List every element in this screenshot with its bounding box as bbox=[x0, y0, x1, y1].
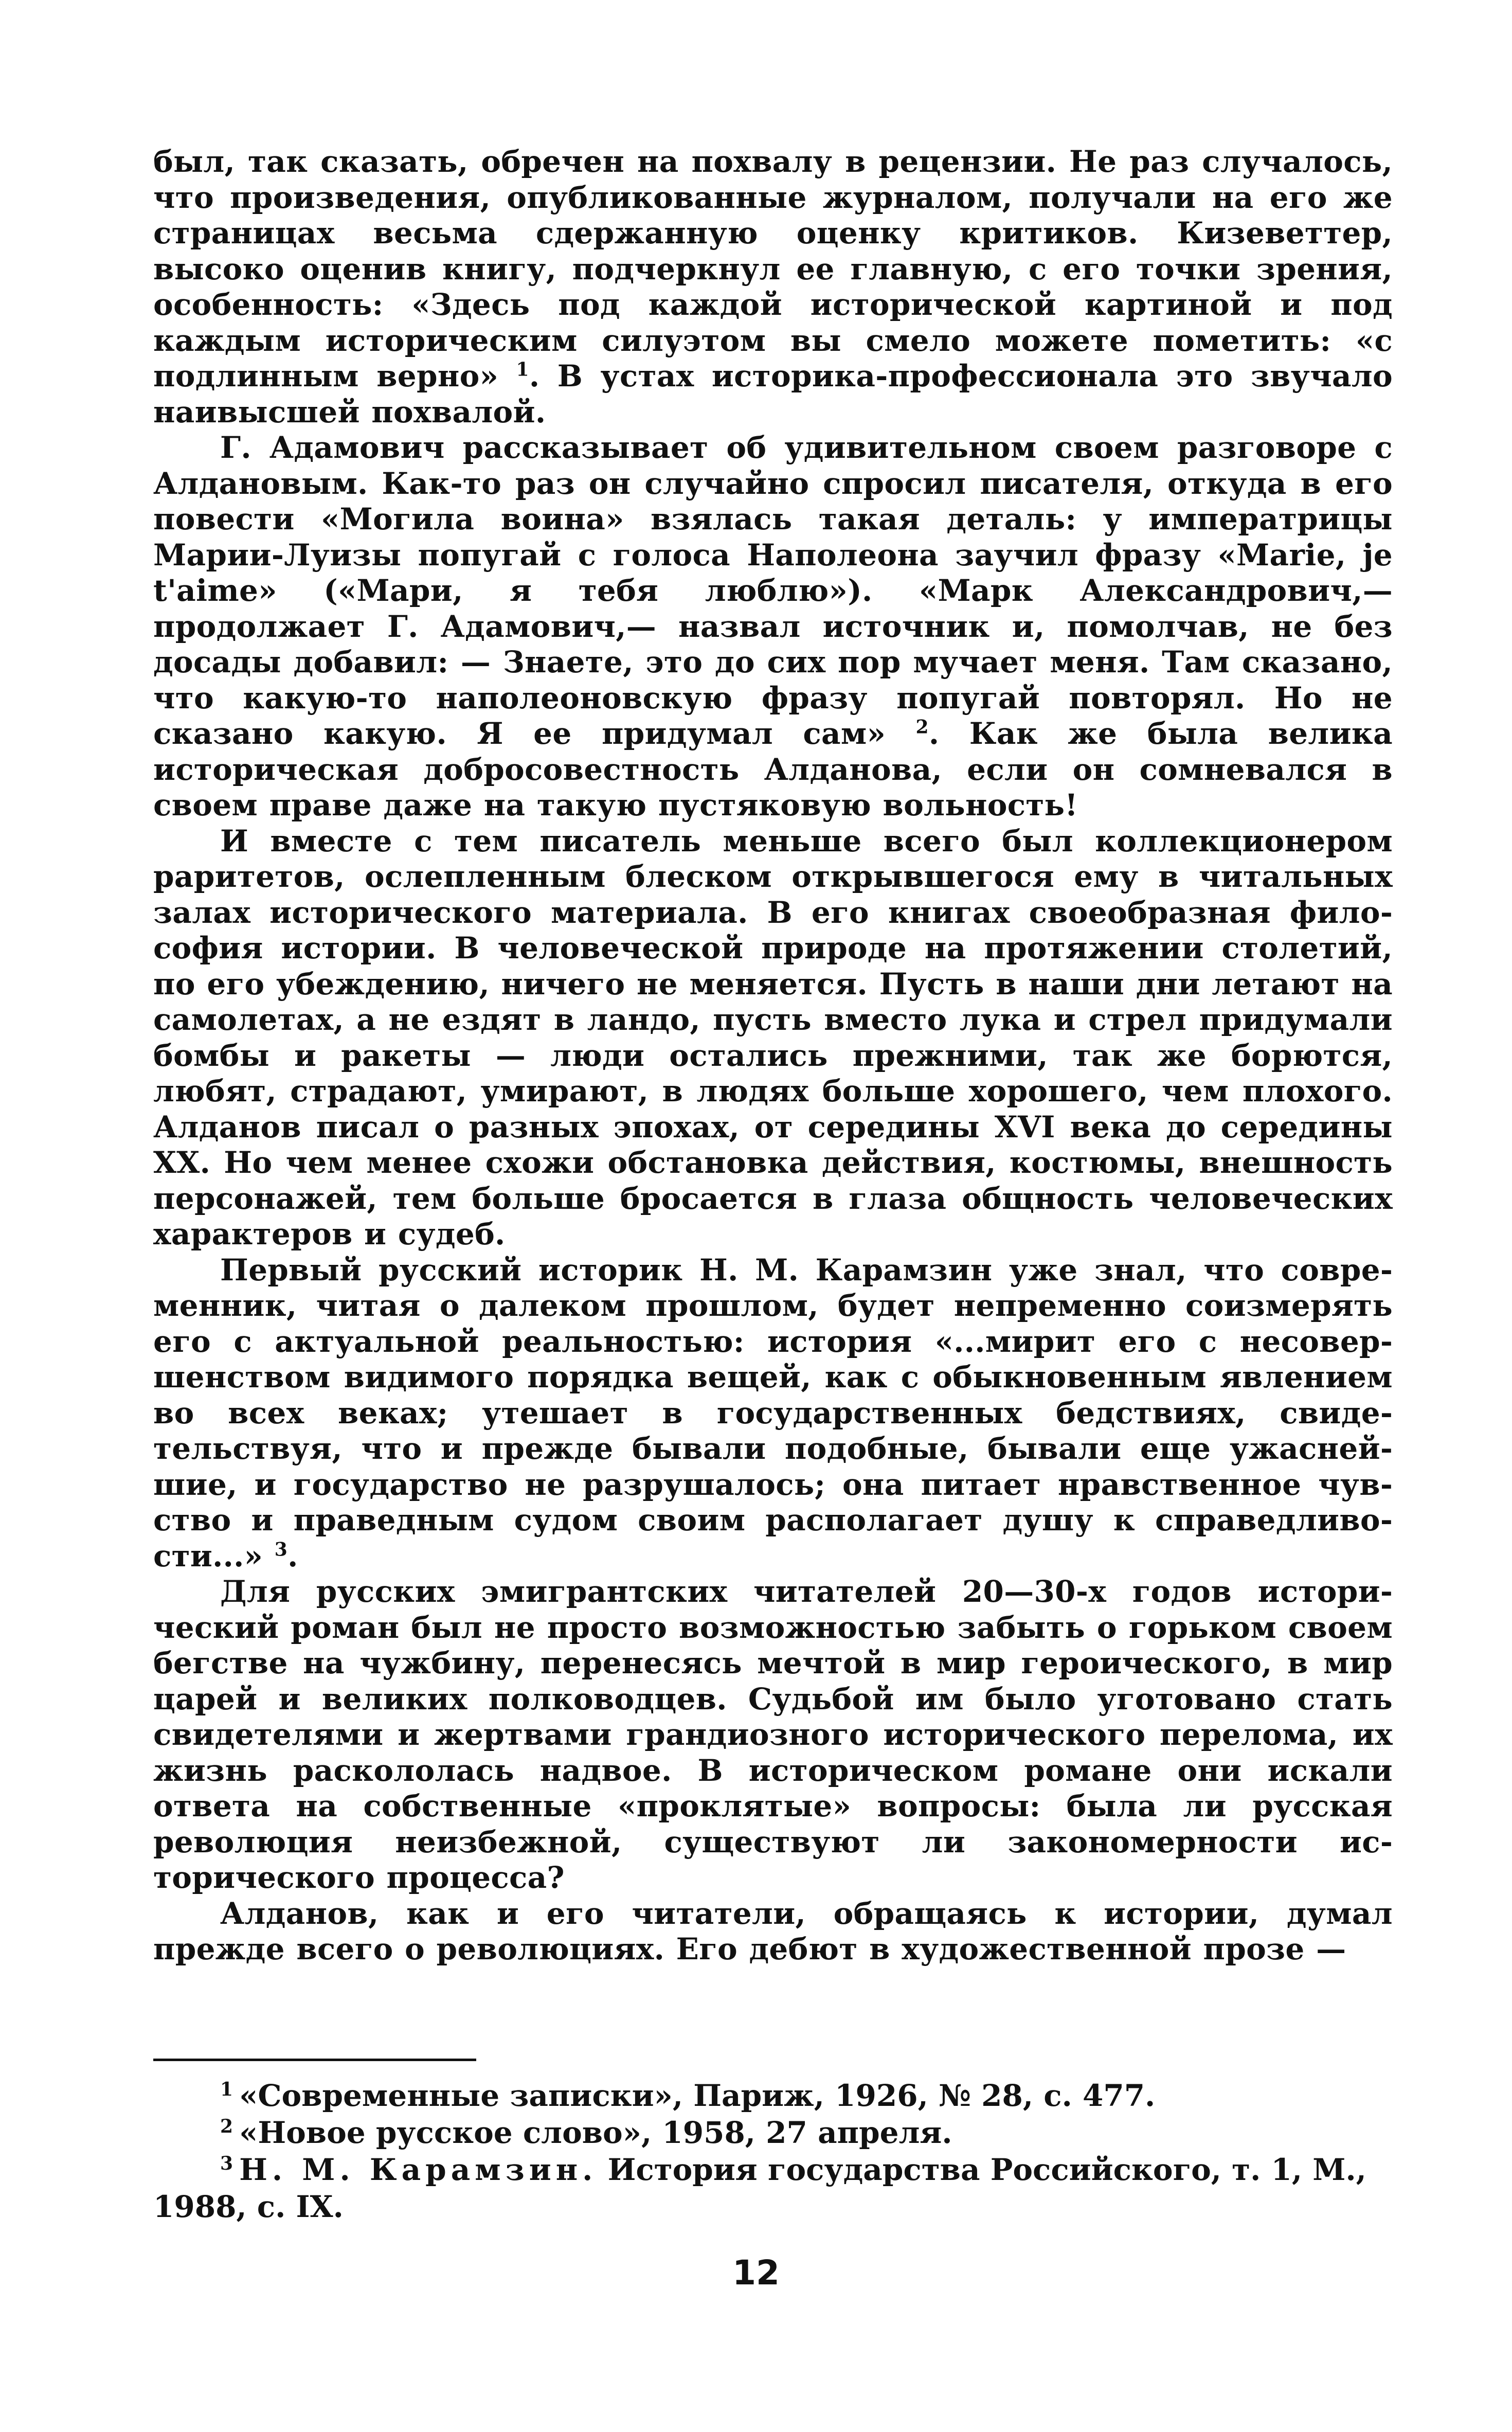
paragraph-3 bbox=[153, 824, 1393, 1253]
footnote-3-mark: 3 bbox=[220, 2152, 233, 2174]
footnote-2 bbox=[153, 2114, 1393, 2151]
footnote-1-text: «Современные записки», Париж, 1926, № 28, с. 477. bbox=[239, 2078, 1156, 2113]
footnote-2-text: «Новое русское слово», 1958, 27 апреля. bbox=[239, 2115, 952, 2150]
paragraph-4-text-b: . bbox=[287, 1538, 298, 1573]
paragraph-5 bbox=[153, 1574, 1393, 1896]
paragraph-6 bbox=[153, 1896, 1393, 1968]
page-body bbox=[153, 144, 1393, 1968]
paragraph-4-text-a: Первый русский историк Н. М. Карамзин уже знал, что современник, читая о далеком прошлом, будет непременно соизмерять его с актуальной реальностью: история «...мирит его с несовершенством видимого порядка вещей, как с обыкновенным явлением во всех веках; утешает в государственных бедствиях, свидетельствуя, что и прежде бывали подобные, бывали еще ужаснейшие, и государство не разрушалось; она питает нравственное чувство и праведным судом своим располагает душу к справедливости...» bbox=[153, 1252, 1393, 1573]
footnote-3-author: Н. М. Карамзин. bbox=[239, 2152, 598, 2187]
footnote-divider bbox=[153, 2059, 476, 2061]
footnote-ref-2: 2 bbox=[915, 716, 929, 738]
paragraph-5-text: Для русских эмигрантских читателей 20—30-х годов исторический роман был не просто возможностью забыть о горьком своем бегстве на чужбину, перенесясь мечтой в мир героического, в мир царей и великих полководцев. Судьбой им было уготовано стать свидетелями и жертвами грандиозного исторического перелома, их жизнь раскололась надвое. В историческом романе они искали ответа на собственные «проклятые» вопросы: была ли русская революция неизбежной, существуют ли закономерности исторического процесса? bbox=[153, 1574, 1393, 1895]
footnote-ref-3: 3 bbox=[274, 1539, 288, 1561]
footnote-1-mark: 1 bbox=[220, 2078, 233, 2100]
footnote-ref-1: 1 bbox=[516, 359, 529, 381]
footnote-3-text: История государства Российского, т. 1, М., 1988, с. IX. bbox=[153, 2152, 1366, 2224]
paragraph-2-text-a: Г. Адамович рассказывает об удивительном своем разговоре с Алдановым. Как-то раз он случайно спросил писателя, откуда в его повести «Могила воина» взялась такая деталь: у императрицы Марии-Луизы попугай с голоса Наполеона заучил фразу «Marie, je t'aime» («Мари, я тебя люблю»). «Марк Александрович,— продолжает Г. Адамович,— назвал источник и, помолчав, не без досады добавил: — Знаете, это до сих пор мучает меня. Там сказано, что какую-то наполеоновскую фразу попугай повторял. Но не сказано какую. Я ее придумал сам» bbox=[153, 430, 1393, 751]
paragraph-1-text-b: . В устах историка-профессионала это звучало наивысшей похвалой. bbox=[153, 359, 1393, 430]
page-number: 12 bbox=[732, 2253, 780, 2293]
paragraph-1-text-a: был, так сказать, обречен на похвалу в рецензии. Не раз случалось, что произведения, опубликованные журналом, получали на его же страницах весьма сдержанную оценку критиков. Кизеветтер, высоко оценив книгу, подчеркнул ее главную, с его точки зрения, особенность: «Здесь под каждой исторической картиной и под каждым историческим силуэтом вы смело можете пометить: «с подлинным верно» bbox=[153, 144, 1393, 394]
footnote-2-mark: 2 bbox=[220, 2115, 233, 2137]
paragraph-3-text: И вместе с тем писатель меньше всего был коллекционером раритетов, ослепленным блеском открывшегося ему в читальных залах исторического материала. В его книгах своеобразная философия истории. В человеческой природе на протяжении столетий, по его убеждению, ничего не меняется. Пусть в наши дни летают на самолетах, а не ездят в ландо, пусть вместо лука и стрел придумали бомбы и ракеты — люди остались прежними, так же борются, любят, страдают, умирают, в людях больше хорошего, чем плохого. Алданов писал о разных эпохах, от середины XVI века до середины XX. Но чем менее схожи обстановка действия, костюмы, внешность персонажей, тем больше бросается в глаза общность человеческих характеров и судеб. bbox=[153, 823, 1393, 1251]
paragraph-2-text-b: . Как же была велика историческая добросовестность Алданова, если он сомневался в своем праве даже на такую пустяковую вольность! bbox=[153, 716, 1393, 822]
footnote-3 bbox=[153, 2151, 1393, 2225]
main-text bbox=[153, 144, 1393, 1968]
paragraph-1 bbox=[153, 144, 1393, 430]
paragraph-6-text: Алданов, как и его читатели, обращаясь к истории, думал прежде всего о революциях. Его дебют в художественной прозе — bbox=[153, 1895, 1393, 1966]
paragraph-4 bbox=[153, 1253, 1393, 1575]
paragraph-2 bbox=[153, 430, 1393, 824]
footnote-1 bbox=[153, 2077, 1393, 2114]
footnotes bbox=[153, 2077, 1393, 2225]
